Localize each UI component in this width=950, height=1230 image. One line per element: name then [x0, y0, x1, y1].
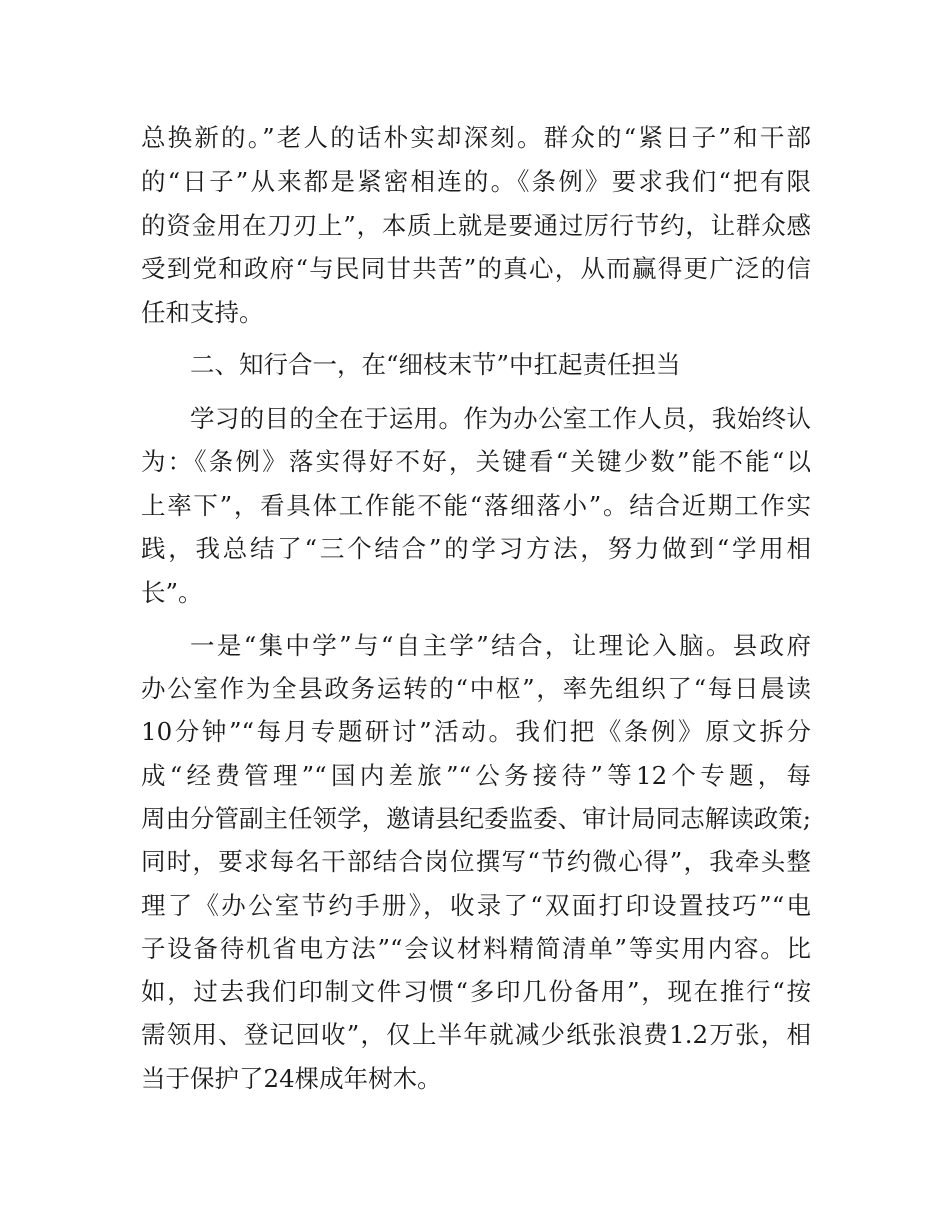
- text-line: 如，过去我们印制文件习惯“多印几份备用”，现在推行“按: [141, 977, 811, 1006]
- text-line: 长”。: [141, 578, 203, 607]
- text-line: 10分钟”“每月专题研讨”活动。我们把《条例》原文拆分: [141, 717, 811, 746]
- text-line: 受到党和政府“与民同甘共苦”的真心，从而赢得更广泛的信: [141, 254, 811, 283]
- text-line: 子设备待机省电方法”“会议材料精简清单”等实用内容。比: [141, 934, 811, 963]
- text-line: 理了《办公室节约手册》，收录了“双面打印设置技巧”“电: [141, 891, 811, 920]
- text-line: 办公室作为全县政务运转的“中枢”，率先组织了“每日晨读: [141, 674, 811, 703]
- text-line: 的“日子”从来都是紧密相连的。《条例》要求我们“把有限: [141, 167, 811, 196]
- text-line: 学习的目的全在于运用。作为办公室工作人员，我始终认: [190, 404, 811, 433]
- text-line: 践，我总结了“三个结合”的学习方法，努力做到“学用相: [141, 534, 811, 563]
- text-line: 总换新的。”老人的话朴实却深刻。群众的“紧日子”和干部: [141, 123, 811, 152]
- text-line: 上率下”，看具体工作能不能“落细落小”。结合近期工作实: [141, 491, 811, 520]
- text-line: 任和支持。: [141, 298, 264, 327]
- text-line: 一是“集中学”与“自主学”结合，让理论入脑。县政府: [190, 631, 811, 660]
- section-heading: 二、知行合一，在“细枝末节”中扛起责任担当: [190, 350, 681, 379]
- text-line: 成“经费管理”“国内差旅”“公务接待”等12个专题，每: [141, 761, 811, 790]
- text-line: 的资金用在刀刃上”，本质上就是要通过厉行节约，让群众感: [141, 211, 811, 240]
- text-line: 当于保护了24棵成年树木。: [141, 1064, 442, 1093]
- text-line: 同时，要求每名干部结合岗位撰写“节约微心得”，我牵头整: [141, 847, 811, 876]
- text-line: 周由分管副主任领学，邀请县纪委监委、审计局同志解读政策;: [141, 804, 811, 833]
- text-line: 为：《条例》落实得好不好，关键看“关键少数”能不能“以: [141, 447, 811, 476]
- text-line: 需领用、登记回收”，仅上半年就减少纸张浪费1.2万张，相: [141, 1020, 811, 1049]
